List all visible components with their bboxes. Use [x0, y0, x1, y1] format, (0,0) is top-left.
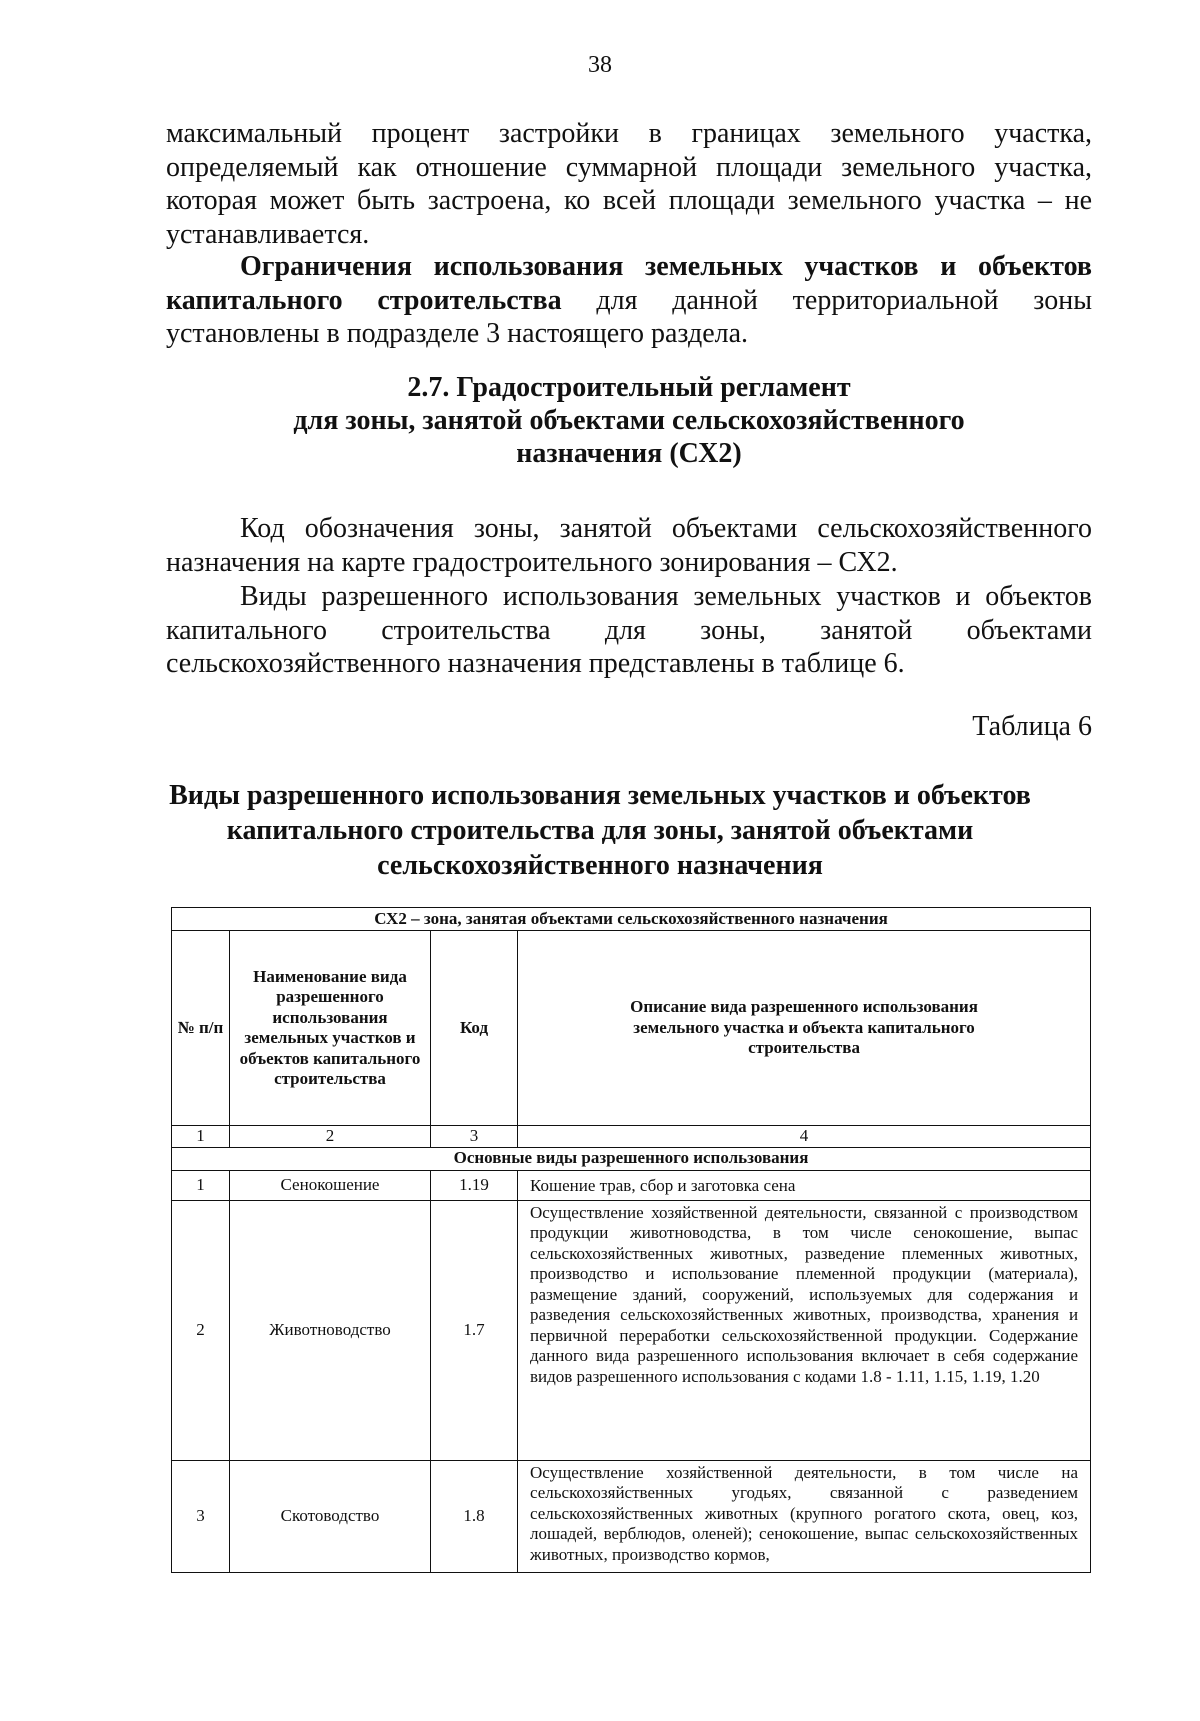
row-code: 1.7 [431, 1200, 518, 1460]
header-description: Описание вида разрешенного использования земельного участка и объекта капитального строительства [518, 931, 1091, 1126]
paragraph-permitted-uses: Виды разрешенного использования земельных участков и объектов капитального строительства для зоны, занятой объектами сельскохозяйственного назначения представлены в таблице 6. [166, 581, 1092, 679]
row-num: 2 [172, 1200, 230, 1460]
row-description: Осуществление хозяйственной деятельности, связанной с производством продукции животноводства, в том числе сенокошение, выпас сельскохозяйственных животных, разведение племенных животных, производство и использование племенной продукции (материала), размещение зданий, сооружений, используемых для содержания и разведения сельскохозяйственных животных, производства, хранения и первичной переработки сельскохозяйственной продукции. Содержание данного вида разрешенного использования включает в себя содержание видов разрешенного использования с кодами 1.8 - 1.11, 1.15, 1.19, 1.20 [518, 1200, 1091, 1460]
table-row [172, 1460, 1091, 1572]
row-description: Кошение трав, сбор и заготовка сена [518, 1170, 1091, 1200]
table-label: Таблица 6 [972, 711, 1092, 742]
section-heading-line-2: для зоны, занятой объектами сельскохозяйственного [293, 405, 965, 436]
row-code: 1.19 [431, 1170, 518, 1200]
restrictions-bold-text: Ограничения использования земельных участков и объектов капитального строительства [166, 251, 1092, 316]
row-description: Осуществление хозяйственной деятельности, в том числе на сельскохозяйственных угодьях, связанной с разведением сельскохозяйственных животных (крупного рогатого скота, овец, коз, лошадей, верблюдов, оленей); сенокошение, выпас сельскохозяйственных животных, производство кормов, [518, 1460, 1091, 1572]
row-num: 1 [172, 1170, 230, 1200]
header-code: Код [431, 931, 518, 1126]
table-caption-line-1: Виды разрешенного использования земельных участков и объектов [169, 780, 1031, 811]
permitted-uses-table [171, 907, 1091, 1573]
section-heading-line-1: 2.7. Градостроительный регламент [407, 372, 851, 403]
table-zone-row [172, 908, 1091, 931]
paragraph-building-percentage: максимальный процент застройки в границах земельного участка, определяемый как отношение суммарной площади земельного участка, которая может быть застроена, ко всей площади земельного участка – не устанавливается. [166, 118, 1092, 250]
table-caption [100, 778, 1100, 883]
paragraph-zone-code: Код обозначения зоны, занятой объектами сельскохозяйственного назначения на карте градостроительного зонирования – СХ2. [166, 513, 1092, 578]
table-header-row [172, 931, 1091, 1126]
table-row [172, 1200, 1091, 1460]
table-caption-line-2: капитального строительства для зоны, занятой объектами [226, 815, 974, 846]
column-number-2: 2 [230, 1126, 431, 1148]
column-number-4: 4 [518, 1126, 1091, 1148]
page-number: 38 [588, 52, 612, 78]
section-heading [166, 371, 1092, 470]
zone-title: СХ2 – зона, занятая объектами сельскохозяйственного назначения [172, 908, 1091, 931]
row-code: 1.8 [431, 1460, 518, 1572]
table-row [172, 1170, 1091, 1200]
section-heading-line-3: назначения (СХ2) [516, 438, 742, 469]
header-num: № п/п [172, 931, 230, 1126]
paragraph-restrictions [166, 250, 1092, 351]
main-uses-section-row [172, 1147, 1091, 1170]
row-name: Сенокошение [230, 1170, 431, 1200]
row-num: 3 [172, 1460, 230, 1572]
row-name: Животноводство [230, 1200, 431, 1460]
column-number-3: 3 [431, 1126, 518, 1148]
main-uses-section-title: Основные виды разрешенного использования [172, 1147, 1091, 1170]
column-number-row [172, 1126, 1091, 1148]
table-caption-line-3: сельскохозяйственного назначения [377, 850, 823, 881]
restrictions-rest-text: для данной территориальной зоны установлены в подразделе 3 настоящего раздела. [166, 284, 1093, 349]
row-name: Скотоводство [230, 1460, 431, 1572]
column-number-1: 1 [172, 1126, 230, 1148]
header-name: Наименование вида разрешенного использования земельных участков и объектов капитального строительства [230, 931, 431, 1126]
